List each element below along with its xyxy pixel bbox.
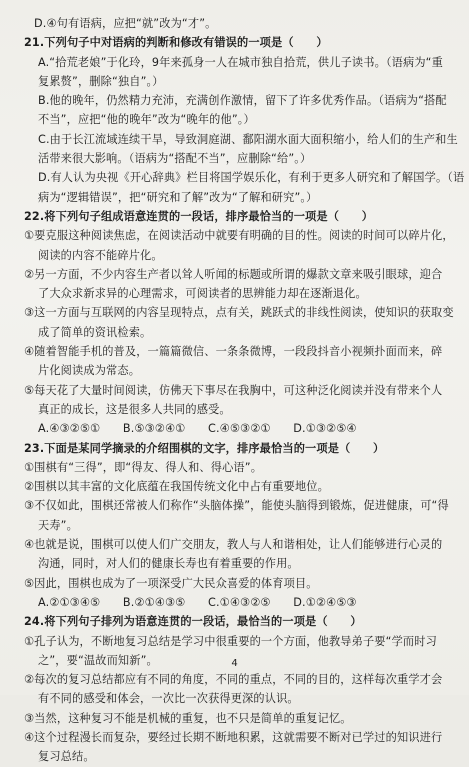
text-line: ⑤每天花了大量时间阅读，仿佛天下事尽在我胸中，可这种泛化阅读并没有带来个人	[24, 383, 443, 397]
question-text-block	[24, 14, 465, 767]
text-line: 不当”，应把“他的晚年”改为“晚年的他”。）	[38, 113, 255, 127]
text-line: D.④句有语病，应把“就”改为“才”。	[34, 17, 217, 30]
text-line: 24.将下列句子排列为语意连贯的一段话，最恰当的一项是（ ）	[24, 615, 362, 629]
text-line: ①孔子认为，不断地复习总结是学习中很重要的一个方面，他教导弟子要“学而时习	[24, 634, 437, 648]
text-line: ③这一方面与互联网的内容呈现特点，点有关，跳跃式的非线性阅读，使知识的获取变	[24, 306, 454, 320]
text-line: ③不仅如此，围棋还常被人们称作“头脑体操”，能使头脑得到锻炼，促进健康，可“得	[24, 499, 449, 513]
text-line: 沟通，同时，对人们的健康长寿也有着重要的作用。	[38, 557, 299, 571]
text-line: ②另一方面，不少内容生产者以耸人听闻的标题或所谓的爆款文章来吸引眼球，迎合	[24, 267, 443, 281]
text-line: 有不同的感受和体会，一次比一次获得更深的认识。	[38, 692, 299, 706]
text-line: A.“拾荒老娘”于化玲，9年来孤身一人在城市独自拾荒，供儿子读书。（语病为“重	[38, 55, 443, 69]
text-line: ④也就是说，围棋可以使人们广交朋友，教人与人和谐相处，让人们能够进行心灵的	[24, 538, 443, 552]
text-line: 23.下面是某同学摘录的介绍围棋的文字，排序最恰当的一项是（ ）	[24, 441, 385, 455]
page-number: 4	[231, 658, 238, 669]
text-line: ①围棋有“三得”，即“得友、得人和、得心语”。	[24, 460, 263, 474]
text-line: ④这个过程漫长而复杂，要经过长期不断地积累，这就需要不断对已学过的知识进行	[24, 730, 443, 744]
text-line: 活带来很大影响。（语病为“搭配不当”，应删除“给”。）	[38, 152, 312, 166]
text-line: 之”，要“温故而知新”。	[38, 653, 158, 667]
text-line: B.他的晚年，仍然精力充沛，充满创作激情，留下了许多优秀作品。（语病为“搭配	[38, 94, 447, 108]
text-line: 成了简单的资讯检索。	[38, 325, 152, 339]
text-line: 真正的成长，这是很多人共同的感受。	[38, 402, 231, 416]
text-line: ⑤因此，围棋也成为了一项深受广大民众喜爱的体育项目。	[24, 576, 318, 590]
text-line: 复习总结。	[38, 750, 95, 764]
text-line: C.由于长江流域连续干旱，导致洞庭湖、鄱阳湖水面大面积缩小，给人们的生产和生	[38, 132, 458, 146]
text-line: 阅读的内容不能碎片化。	[38, 248, 163, 262]
text-line: 天寿”。	[38, 518, 78, 532]
text-line: A.②①③④⑤ B.②①④③⑤ C.①④③②⑤ D.①②④⑤③	[38, 595, 357, 609]
text-line: ④随着智能手机的普及，一篇篇微信、一条条微博，一段段抖音小视频扑面而来，碎	[24, 345, 443, 359]
text-line: D.有人认为央视《开心辞典》栏目将国学娱乐化，有利于更多人研究和了解国学。（语	[38, 171, 465, 185]
text-line: 片化阅读成为常态。	[38, 364, 141, 378]
text-line: 了大众求新求异的心理需求，可阅读者的思辨能力却在逐渐退化。	[38, 287, 367, 301]
text-line: ③当然，这种复习不能是机械的重复，也不只是简单的重复记忆。	[24, 711, 352, 725]
text-line: ①要克服这种阅读焦虑，在阅读活动中就要有明确的目的性。阅读的时间可以碎片化，	[24, 229, 454, 243]
text-line: ②围棋以其丰富的文化底蕴在我国传统文化中占有重要地位。	[24, 480, 329, 494]
text-line: 21.下列句子中对语病的判断和修改有错误的一项是（ ）	[24, 36, 328, 50]
text-line: 22.将下列句子组成语意连贯的一段话，排序最恰当的一项是（ ）	[24, 209, 374, 223]
text-line: 复累赘”，删除“独自”。）	[38, 74, 164, 88]
text-line: 病为“逻辑错误”，把“研究和了解”改为“了解和研究”。）	[38, 190, 318, 204]
text-line: ②每次的复习总结都应有不同的角度，不同的重点，不同的目的，这样每次重学才会	[24, 673, 443, 687]
text-line: A.④③②⑤① B.⑤③②④① C.④⑤③②① D.①③②⑤④	[38, 422, 357, 436]
